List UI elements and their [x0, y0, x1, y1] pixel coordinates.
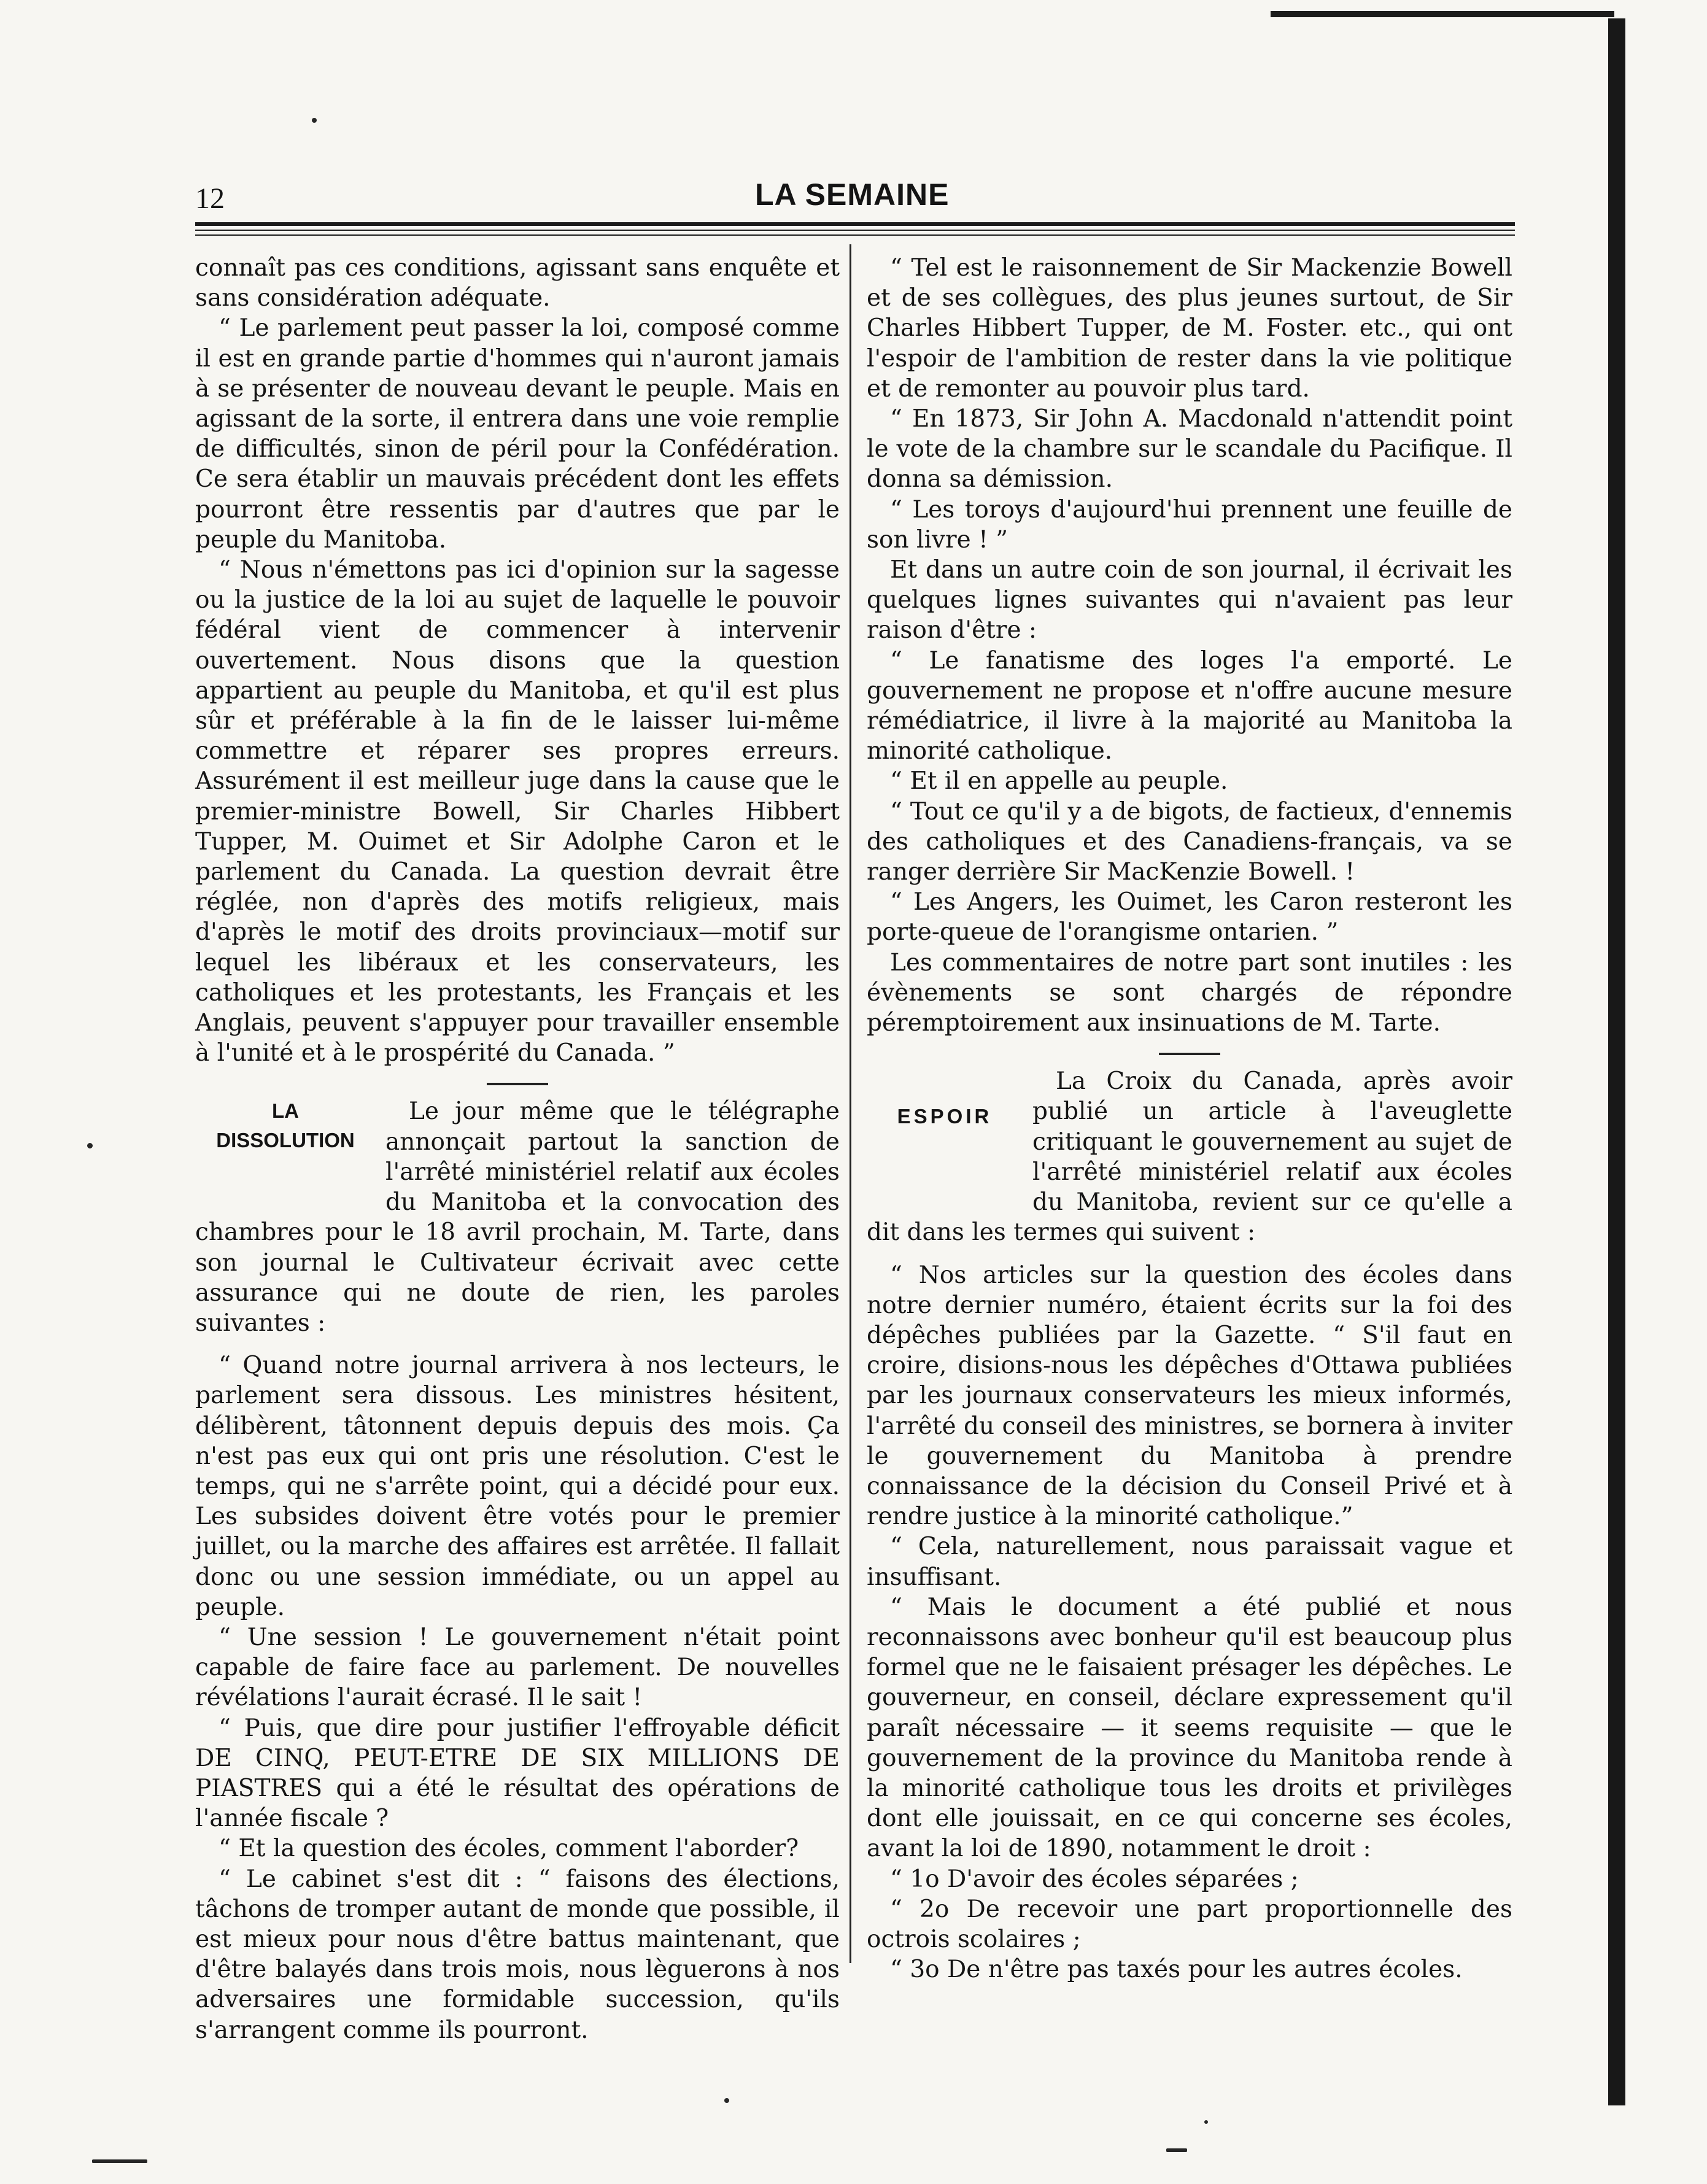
section-heading-line: ESPOIR	[897, 1105, 993, 1128]
masthead-title: LA SEMAINE	[755, 177, 950, 212]
scan-speck	[1204, 2120, 1208, 2124]
page-edge-shadow	[1608, 18, 1625, 2105]
article-paragraph: “ Tout ce qu'il y a de bigots, de factieux, d'ennemis des catholiques et des Canadiens-français, va se ranger derrière Sir MacKenzie Bowell. !	[867, 797, 1512, 886]
article-paragraph: “ 1o D'avoir des écoles séparées ;	[890, 1865, 1299, 1893]
section-heading-espoir	[867, 1066, 1023, 1189]
section-heading-dissolution	[195, 1096, 376, 1213]
article-paragraph: Les commentaires de notre part sont inutiles : les évènements se sont chargés de répondre péremptoirement aux insinuations de M. Tarte.	[867, 948, 1512, 1037]
article-paragraph: Le jour même que le télégraphe annonçait partout la sanction de l'arrêté ministériel relatif aux écoles du Manitoba et la convocation des chambres pour le 18 avril prochain, M. Tarte, dans son journal le Cultivateur écrivait avec cette assurance qui ne doute de rien, les paroles suivantes :	[195, 1098, 840, 1337]
article-paragraph: connaît pas ces conditions, agissant sans enquête et sans considération adéquate.	[195, 254, 840, 312]
article-paragraph: “ Les Angers, les Ouimet, les Caron resteront les porte-queue de l'orangisme ontarien. ”	[867, 888, 1512, 947]
scan-speck	[87, 1143, 93, 1148]
section-separator	[487, 1083, 548, 1085]
scan-speck	[312, 118, 317, 123]
article-paragraph: “ Nous n'émettons pas ici d'opinion sur la sagesse ou la justice de la loi au sujet de laquelle le pouvoir fédéral vient de commencer à intervenir ouvertement. Nous disons que la question appartient au peuple du Manitoba, et qu'il est plus sûr et préférable à la fin de le laisser lui-même commettre et réparer ses propres erreurs. Assurément il est meilleur juge dans la cause que le premier-ministre Bowell, Sir Charles Hibbert Tupper, M. Ouimet et Sir Adolphe Caron et le parlement du Canada. La question devrait être réglée, non d'après des motifs religieux, mais d'après le motif des droits provinciaux—motif sur lequel les libéraux et les conservateurs, les catholiques et les protestants, les Français et les Anglais, peuvent s'appuyer pour travailler ensemble à l'unité et à le prospérité du Canada. ”	[195, 556, 840, 1067]
header-rule-thin	[195, 234, 1515, 236]
article-paragraph: “ 2o De recevoir une part proportionnelle des octrois scolaires ;	[867, 1895, 1512, 1953]
article-paragraph: “ Mais le document a été publié et nous reconnaissons avec bonheur qu'il est beaucoup plus formel que ne le faisaient présager les dépêches. Le gouverneur, en conseil, déclare expressement qu'il paraît nécessaire — it seems requisite — que le gouvernement de la province du Manitoba rende à la minorité catholique tous les droits et privilèges dont elle jouissait, en ce qui concerne ses écoles, avant la loi de 1890, notamment le droit :	[867, 1593, 1512, 1863]
article-paragraph: “ Le cabinet s'est dit : “ faisons des élections, tâchons de tromper autant de monde que possible, il est mieux pour nous d'être battus maintenant, que d'être balayés dans trois mois, nous lèguerons à nos adversaires une formidable succession, qu'ils s'arrangent comme ils pourront.	[195, 1865, 840, 2044]
left-column	[195, 253, 840, 2045]
section-heading-line: LA	[272, 1099, 299, 1123]
section-heading-line: DISSOLUTION	[216, 1129, 355, 1152]
scan-speck	[724, 2098, 729, 2103]
article-paragraph: “ Quand notre journal arrivera à nos lecteurs, le parlement sera dissous. Les ministres hésitent, délibèrent, tâtonnent depuis depuis des mois. Ça n'est pas eux qui ont pris une résolution. C'est le temps, qui ne s'arrête point, qui a décidé pour eux. Les subsides doivent être votés pour le premier juillet, ou la marche des affaires est arrêtée. Il fallait donc ou une session immédiate, ou un appel au peuple.	[195, 1352, 840, 1621]
article-paragraph: La Croix du Canada, après avoir publié un article à l'aveuglette critiquant le gouvernement au sujet de l'arrêté ministériel relatif aux écoles du Manitoba, revient sur ce qu'elle a dit dans les termes qui suivent :	[867, 1067, 1512, 1247]
scan-edge-mark	[1271, 11, 1614, 17]
scan-speck	[92, 2159, 147, 2163]
page-number: 12	[195, 182, 225, 215]
right-column	[867, 253, 1512, 1985]
article-paragraph: “ Une session ! Le gouvernement n'était point capable de faire face au parlement. De nouvelles révélations l'aurait écrasé. Il le sait !	[195, 1623, 840, 1712]
article-paragraph: “ 3o De n'être pas taxés pour les autres écoles.	[890, 1956, 1463, 1984]
article-paragraph: “ Le fanatisme des loges l'a emporté. Le gouvernement ne propose et n'offre aucune mesure rémédiatrice, il livre à la majorité au Manitoba la minorité catholique.	[867, 646, 1512, 765]
article-paragraph: “ Les toroys d'aujourd'hui prennent une feuille de son livre ! ”	[867, 495, 1512, 554]
article-paragraph: “ Et la question des écoles, comment l'aborder?	[219, 1835, 799, 1863]
article-paragraph: “ Et il en appelle au peuple.	[890, 767, 1228, 796]
article-paragraph: “ Nos articles sur la question des écoles dans notre dernier numéro, étaient écrits sur la foi des dépêches publiées par la Gazette. “ S'il faut en croire, disions-nous les dépêches d'Ottawa publiées par les journaux conservateurs les mieux informés, l'arrêté du conseil des ministres, se bornera à inviter le gouvernement du Manitoba à prendre connaissance de la décision du Conseil Privé et à rendre justice à la minorité catholique.”	[867, 1261, 1512, 1531]
column-divider	[850, 244, 851, 1963]
article-paragraph: “ Le parlement peut passer la loi, composé comme il est en grande partie d'hommes qui n'auront jamais à se présenter de nouveau devant le peuple. Mais en agissant de la sorte, il entrera dans une voie remplie de difficultés, sinon de péril pour la Confédération. Ce sera établir un mauvais précédent dont les effets pourront être ressentis par d'autres que par le peuple du Manitoba.	[195, 314, 840, 554]
article-paragraph: Et dans un autre coin de son journal, il écrivait les quelques lignes suivantes qui n'avaient pas leur raison d'être :	[867, 556, 1512, 645]
article-paragraph: “ Puis, que dire pour justifier l'effroyable déficit DE CINQ, PEUT-ETRE DE SIX MILLIONS DE PIASTRES qui a été le résultat des opérations de l'année fiscale ?	[195, 1714, 840, 1833]
header-rule-thin	[195, 230, 1515, 231]
header-rule-thick	[195, 222, 1515, 226]
article-paragraph: “ Tel est le raisonnement de Sir Mackenzie Bowell et de ses collègues, des plus jeunes surtout, de Sir Charles Hibbert Tupper, de M. Foster. etc., qui ont l'espoir de l'ambition de rester dans la vie politique et de remonter au pouvoir plus tard.	[867, 254, 1512, 403]
article-paragraph: “ En 1873, Sir John A. Macdonald n'attendit point le vote de la chambre sur le scandale du Pacifique. Il donna sa démission.	[867, 405, 1512, 494]
section-separator	[1159, 1053, 1220, 1055]
article-paragraph: “ Cela, naturellement, nous paraissait vague et insuffisant.	[867, 1533, 1512, 1591]
scan-speck	[1166, 2148, 1187, 2152]
